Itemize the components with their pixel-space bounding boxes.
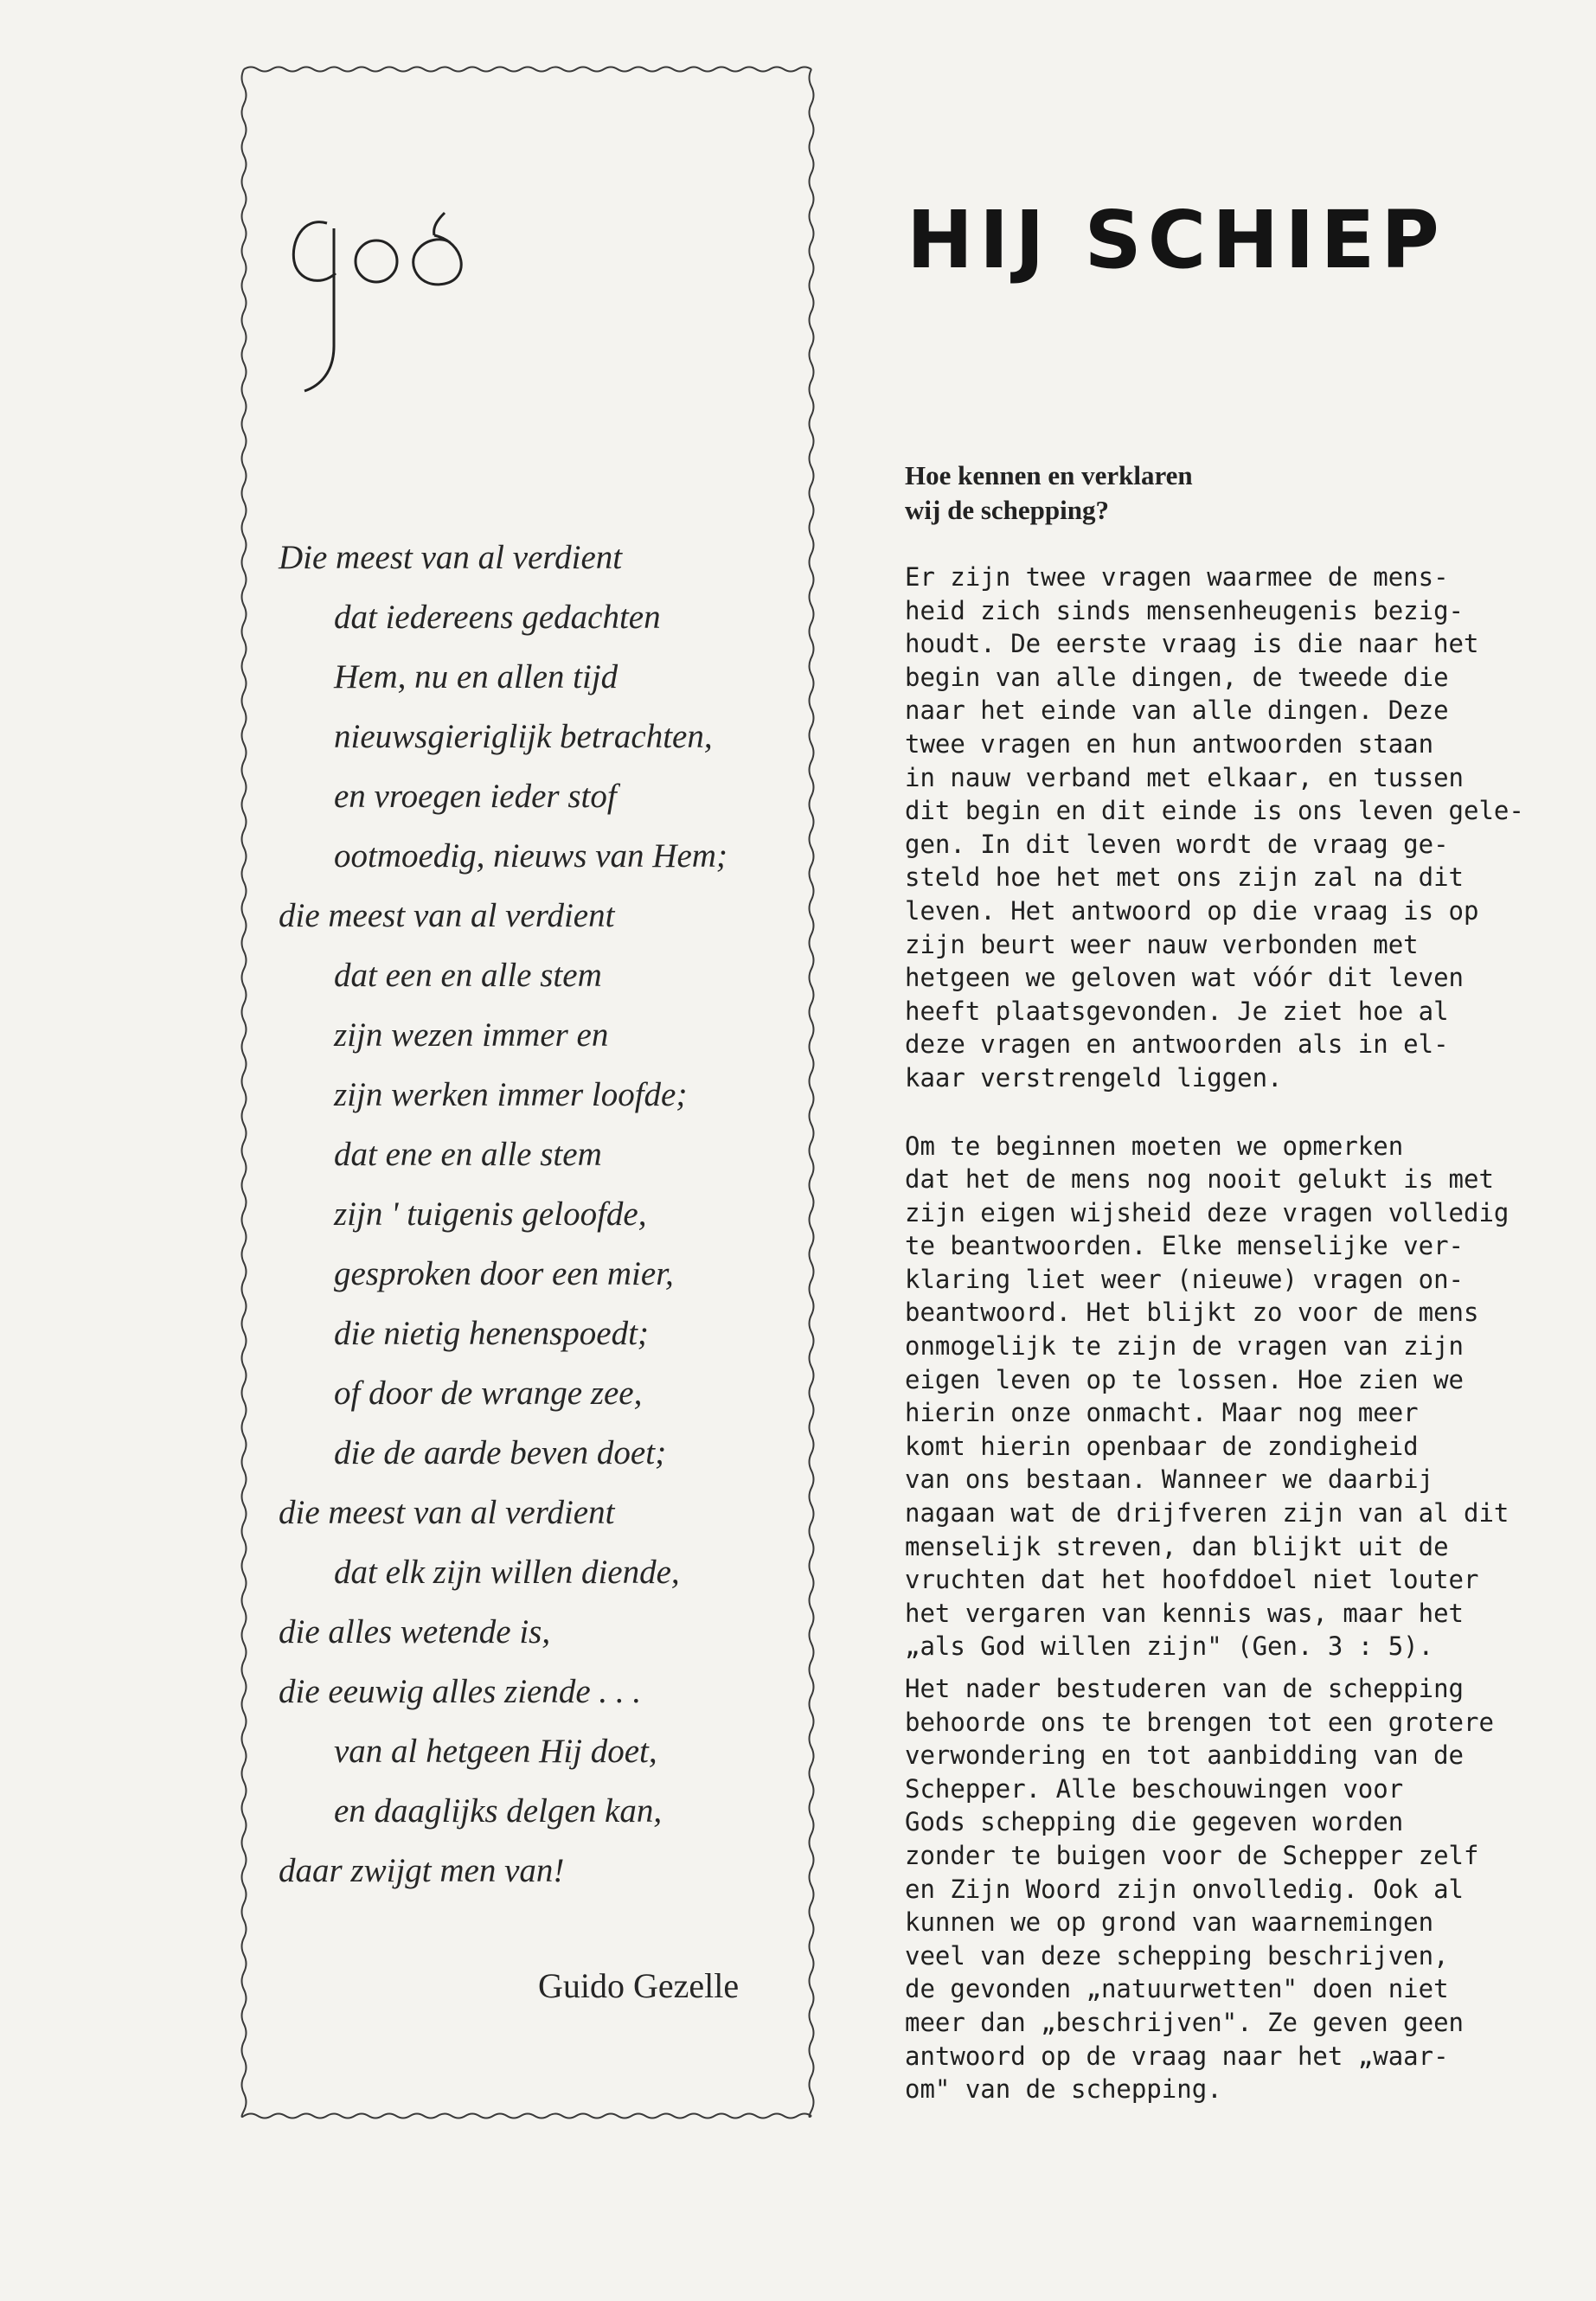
article-line: steld hoe het met ons zijn zal na dit (905, 862, 1465, 893)
article-line: Om te beginnen moeten we opmerken (905, 1131, 1404, 1161)
article-line: zijn beurt weer nauw verbonden met (905, 929, 1419, 959)
article-subheading (905, 458, 1355, 528)
article-line: meer dan „beschrijven". Ze geven geen (905, 2007, 1465, 2037)
poem-line: die eeuwig alles ziende . . . (279, 1673, 642, 1710)
poem-line: van al hetgeen Hij doet, (334, 1733, 657, 1770)
article-line: eigen leven op te lossen. Hoe zien we (905, 1364, 1465, 1394)
poem-author: Guido Gezelle (538, 1966, 740, 2005)
subheading-line: wij de schepping? (905, 495, 1109, 525)
god-lettering (285, 208, 493, 407)
poem-line: gesproken door een mier, (334, 1255, 674, 1292)
paragraph-3 (905, 1672, 1494, 2106)
article-line: te beantwoorden. Elke menselijke ver- (905, 1231, 1465, 1261)
article-line: Er zijn twee vragen waarmee de mens- (905, 562, 1449, 592)
poem-line: die alles wetende is, (279, 1613, 551, 1650)
article-line: heeft plaatsgevonden. Je ziet hoe al (905, 996, 1449, 1026)
poem-line: die de aarde beven doet; (334, 1434, 667, 1471)
article-line: hetgeen we geloven wat vóór dit leven (905, 963, 1465, 993)
poem-line: Hem, nu en allen tijd (334, 658, 619, 695)
paragraph-gap (905, 1663, 1479, 1672)
article-line: van ons bestaan. Wanneer we daarbij (905, 1465, 1434, 1495)
paragraph-1 (905, 561, 1524, 1095)
article-line: beantwoord. Het blijkt zo voor de mens (905, 1298, 1479, 1328)
article-line: Schepper. Alle beschouwingen voor (905, 1773, 1404, 1804)
poem-line: die nietig henenspoedt; (334, 1315, 649, 1352)
article-line: komt hierin openbaar de zondigheid (905, 1431, 1419, 1461)
article-line: kaar verstrengeld liggen. (905, 1062, 1283, 1093)
article-line: om" van de schepping. (905, 2074, 1222, 2105)
poem-line: dat iedereens gedachten (334, 599, 661, 636)
poem-line: en daaglijks delgen kan, (334, 1792, 663, 1830)
poem-line: nieuwsgieriglijk betrachten, (334, 718, 713, 755)
paragraph-gap (905, 1095, 1479, 1130)
article-line: heid zich sinds mensenheugenis bezig- (905, 595, 1465, 625)
article-line: twee vragen en hun antwoorden staan (905, 728, 1434, 759)
article-line: dit begin en dit einde is ons leven gele- (905, 796, 1524, 826)
article-line: menselijk streven, dan blijkt uit de (905, 1531, 1449, 1561)
poem-line: daar zwijgt men van! (279, 1852, 565, 1889)
article-body (905, 561, 1524, 2106)
article-line: begin van alle dingen, de tweede die (905, 662, 1449, 692)
article-line: zonder te buigen voor de Schepper zelf (905, 1840, 1479, 1870)
article-line: zijn eigen wijsheid deze vragen volledig (905, 1197, 1509, 1227)
poem-line: dat een en alle stem (334, 957, 602, 994)
article-line: vruchten dat het hoofddoel niet louter (905, 1565, 1479, 1595)
paragraph-2 (905, 1130, 1509, 1664)
article-line: veel van deze schepping beschrijven, (905, 1940, 1449, 1971)
article-line: nagaan wat de drijfveren zijn van al dit (905, 1498, 1509, 1529)
subheading-line: Hoe kennen en verklaren (905, 460, 1193, 490)
article-line: houdt. De eerste vraag is die naar het (905, 629, 1479, 659)
poem-line: ootmoedig, nieuws van Hem; (334, 837, 727, 875)
poem-line: Die meest van al verdient (279, 539, 623, 576)
article-line: deze vragen en antwoorden als in el- (905, 1029, 1449, 1060)
poem-line: dat ene en alle stem (334, 1136, 602, 1173)
article-line: de gevonden „natuurwetten" doen niet (905, 1974, 1449, 2004)
article-line: Gods schepping die gegeven worden (905, 1807, 1404, 1837)
poem-title (285, 208, 493, 420)
article-line: klaring liet weer (nieuwe) vragen on- (905, 1264, 1465, 1294)
article-line: behoorde ons te brengen tot een grotere (905, 1707, 1494, 1737)
poem-line: zijn ' tuigenis geloofde, (334, 1195, 647, 1233)
article-line: naar het einde van alle dingen. Deze (905, 695, 1449, 726)
article-line: gen. In dit leven wordt de vraag ge- (905, 829, 1449, 859)
article-line: verwondering en tot aanbidding van de (905, 1740, 1465, 1771)
article-line: leven. Het antwoord op die vraag is op (905, 895, 1479, 926)
article-line: „als God willen zijn" (Gen. 3 : 5). (905, 1631, 1434, 1662)
poem-text (279, 528, 798, 1900)
article-headline: HIJ SCHIEP (907, 194, 1445, 286)
article-line: antwoord op de vraag naar het „waar- (905, 2041, 1449, 2071)
article-line: hierin onze onmacht. Maar nog meer (905, 1398, 1419, 1428)
poem-line: zijn werken immer loofde; (334, 1076, 688, 1113)
poem-line: die meest van al verdient (279, 1494, 615, 1531)
poem-line: zijn wezen immer en (334, 1016, 609, 1054)
article-line: het vergaren van kennis was, maar het (905, 1598, 1465, 1628)
article-line: in nauw verband met elkaar, en tussen (905, 762, 1465, 792)
article-line: en Zijn Woord zijn onvolledig. Ook al (905, 1874, 1465, 1904)
article-line: dat het de mens nog nooit gelukt is met (905, 1164, 1494, 1195)
article-line: onmogelijk te zijn de vragen van zijn (905, 1331, 1465, 1362)
poem-line: of door de wrange zee, (334, 1375, 643, 1412)
article-line: kunnen we op grond van waarnemingen (905, 1907, 1434, 1938)
poem-line: en vroegen ieder stof (334, 778, 617, 815)
article-line: Het nader bestuderen van de schepping (905, 1674, 1465, 1703)
poem-line: die meest van al verdient (279, 897, 615, 934)
poem-line: dat elk zijn willen diende, (334, 1554, 680, 1591)
